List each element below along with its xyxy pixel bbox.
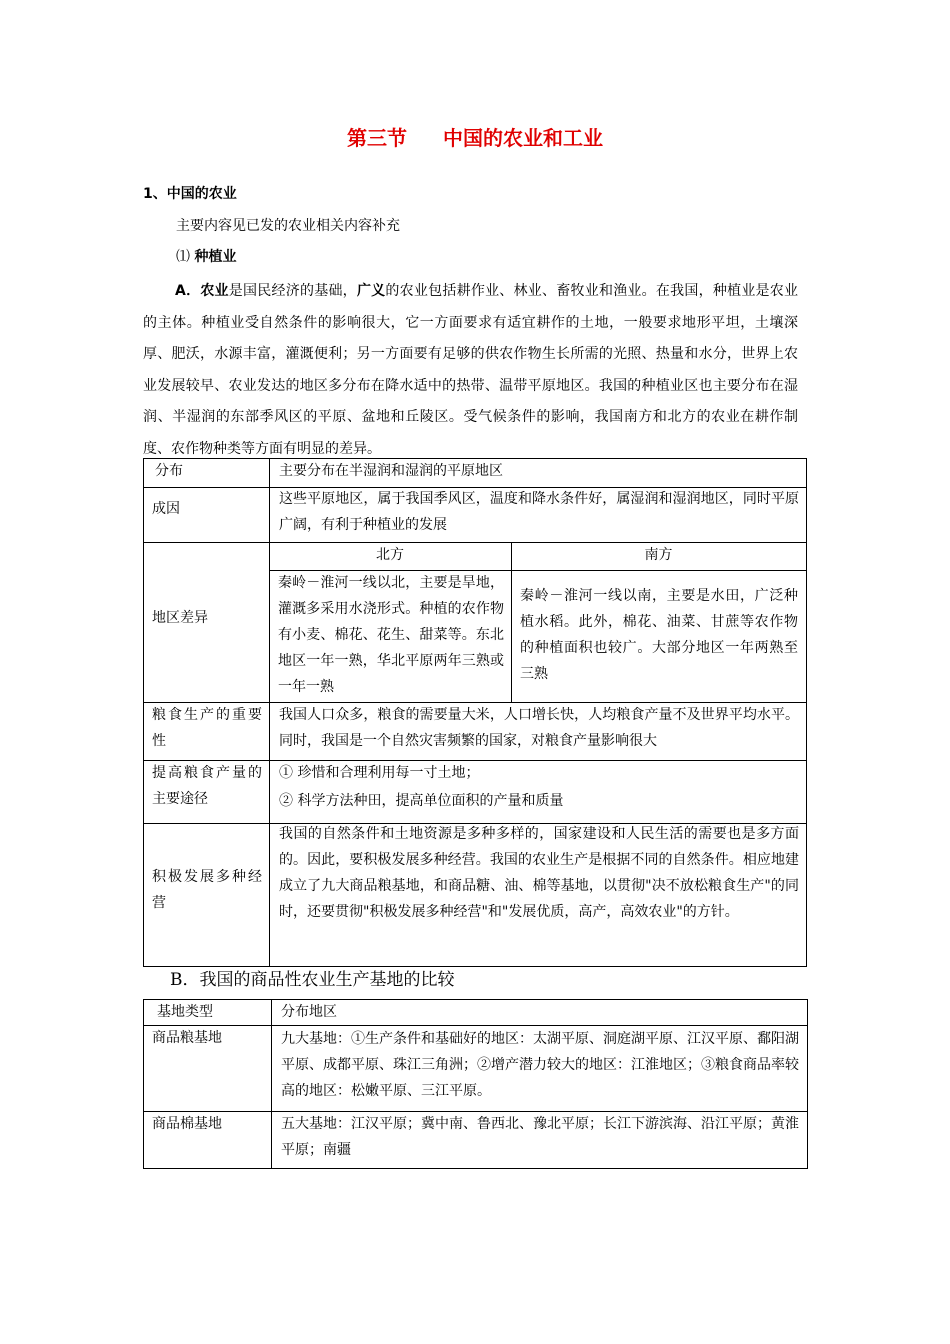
row-label-cause: 成因	[152, 501, 180, 517]
title-text: 中国的农业和工业	[443, 126, 603, 150]
subsection-heading	[176, 246, 236, 266]
row-label-improve: 提高粮食产量的主要途径	[152, 765, 262, 807]
diversify-value: 我国的自然条件和土地资源是多种多样的，国家建设和人民生活的需要也是多方面的。因此，要积极发展多种经营。我国的农业生产是根据不同的自然条件。相应地建成立了九大商品粮基地，和商品糖、油、棉等基地，以贯彻"决不放松粮食生产"的同时，还要贯彻"积极发展多种经营"和"发展优质，高产，高效农业"的方针。	[279, 826, 799, 920]
north-description: 秦岭－淮河一线以北，主要是旱地，灌溉多采用水浇形式。种植的农作物有小麦、棉花、花生、甜菜等。东北地区一年一熟，华北平原两年三熟或一年一熟	[278, 575, 504, 695]
paragraph-term-broad: 广义	[356, 283, 386, 299]
south-header: 南方	[644, 547, 673, 563]
base-type-cotton: 商品棉基地	[152, 1116, 222, 1132]
section-heading: 1、中国的农业	[143, 186, 237, 202]
paragraph-text-2: 的农业包括耕作业、林业、畜牧业和渔业。在我国，种植业是农业的主体。种植业受自然条件的影响很大，它一方面要求有适宜耕作的土地，一般要求地形平坦，土壤深厚、肥沃，水源丰富，灌溉便利；另一方面要有足够的供农作物生长所需的光照、热量和水分，世界上农业发展较早、农业发达的地区多分布在降水适中的热带、温带平原地区。我国的种植业区也主要分布在湿润、半湿润的东部季风区的平原、盆地和丘陵区。受气候条件的影响，我国南方和北方的农业在耕作制度、农作物种类等方面有明显的差异。	[143, 283, 799, 457]
south-description: 秦岭－淮河一线以南，主要是水田，广泛种植水稻。此外，棉花、油菜、甘蔗等农作物的种植面积也较广。大部分地区一年两熟至三熟	[520, 588, 798, 682]
importance-value: 我国人口众多，粮食的需要量大米，人口增长快，人均粮食产量不及世界平均水平。同时，我国是一个自然灾害频繁的国家，对粮食产量影响很大	[279, 707, 799, 749]
section-intro: 主要内容见已发的农业相关内容补充	[176, 218, 400, 234]
improve-item-1: ① 珍惜和合理利用每一寸土地；	[279, 765, 480, 781]
title-section-number: 第三节	[347, 126, 407, 150]
cause-value: 这些平原地区，属于我国季风区，温度和降水条件好，属湿润和湿润地区，同时平原广阔，有利于种植业的发展	[279, 491, 799, 533]
planting-table	[143, 458, 807, 967]
row-label-distribution: 分布	[155, 463, 183, 479]
base-area-cotton: 五大基地：江汉平原；冀中南、鲁西北、豫北平原；长江下游滨海、沿江平原；黄淮平原；南疆	[281, 1116, 799, 1158]
improve-item-2: ② 科学方法种田，提高单位面积的产量和质量	[279, 793, 564, 809]
intro-paragraph	[143, 276, 798, 465]
section-b-heading: B．我国的商品性农业生产基地的比较	[170, 970, 455, 990]
base-area-grain: 九大基地：①生产条件和基础好的地区：太湖平原、洞庭湖平原、江汉平原、鄱阳湖平原、成都平原、珠江三角洲；②增产潜力较大的地区：江淮地区；③粮食商品率较高的地区：松嫩平原、三江平原。	[281, 1031, 799, 1099]
subsection-number: ⑴	[176, 249, 190, 265]
subsection-label: 种植业	[194, 249, 237, 265]
paragraph-term-agriculture: 农业	[200, 283, 229, 299]
distribution-value: 主要分布在半湿润和湿润的平原地区	[279, 463, 503, 479]
row-label-diversify: 积极发展多种经营	[152, 869, 262, 911]
paragraph-lead: A．	[175, 283, 201, 299]
bases-table	[143, 999, 808, 1169]
header-area: 分布地区	[281, 1004, 337, 1020]
row-label-regional: 地区差异	[152, 610, 208, 626]
base-type-grain: 商品粮基地	[152, 1030, 222, 1046]
north-header: 北方	[376, 547, 404, 563]
paragraph-text-1: 是国民经济的基础，	[228, 283, 357, 299]
row-label-importance: 粮食生产的重要性	[152, 707, 262, 749]
header-base-type: 基地类型	[157, 1004, 213, 1020]
page-title	[0, 122, 950, 151]
